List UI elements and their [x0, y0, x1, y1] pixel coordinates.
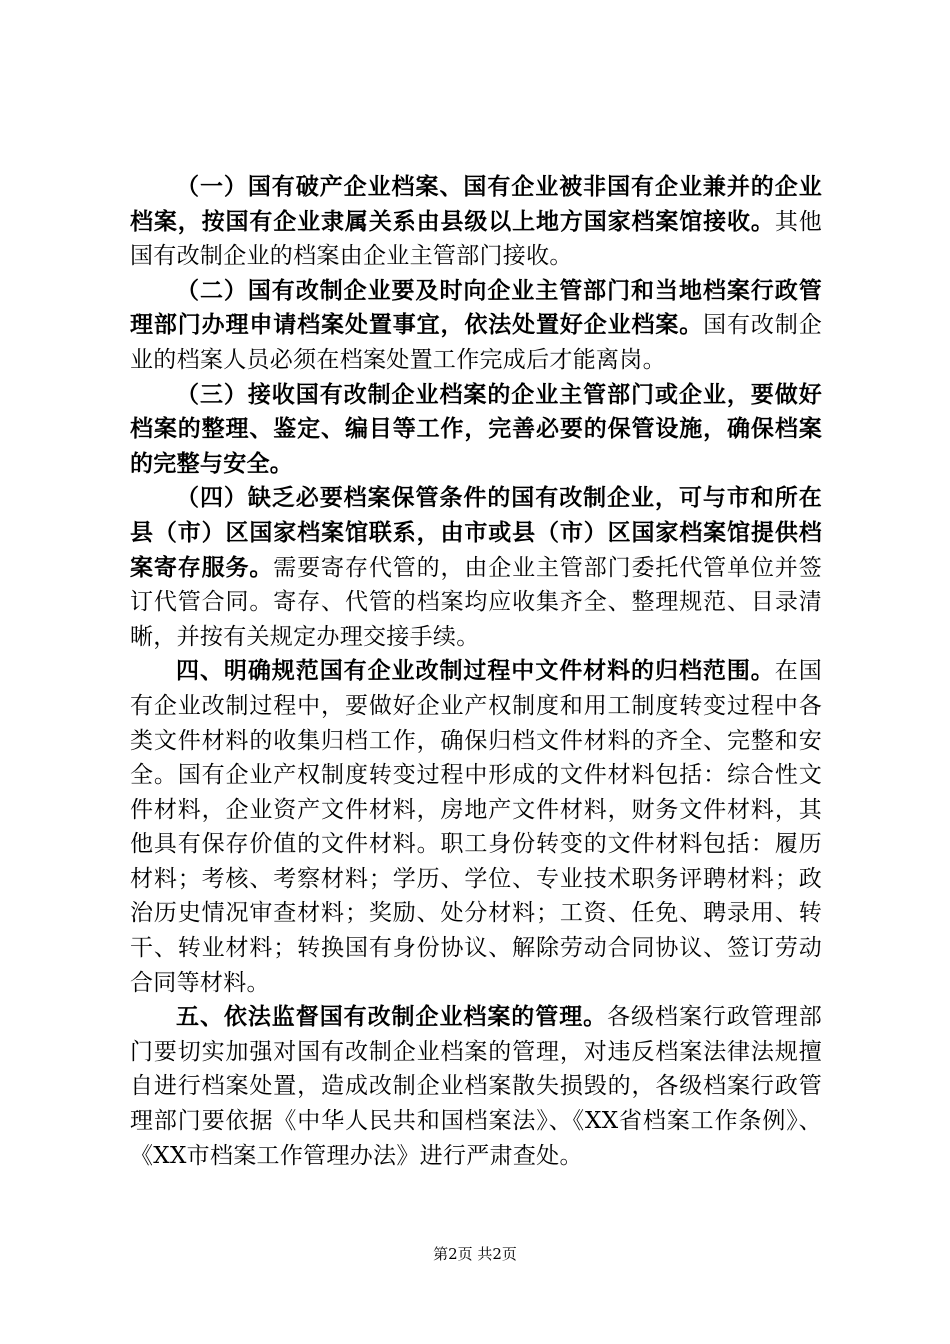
paragraph-1-lead: （一）国有破产企业档案、国有企业被非国有企业兼并的企业档案，按国有企业隶属关系由县级以上地方国家档案馆接收。	[130, 174, 822, 235]
section-five-paragraph	[130, 1000, 822, 1173]
paragraph-2-text: 国有改制企业的档案人员必须在档案处置工作完成后才能离岗。	[130, 312, 822, 373]
paragraph-2	[130, 274, 822, 378]
paragraph-3	[130, 378, 822, 482]
paragraph-4-lead: （四）缺乏必要档案保管条件的国有改制企业，可与市和所在县（市）区国家档案馆联系，由市或县（市）区国家档案馆提供档案寄存服务。	[130, 485, 822, 581]
paragraph-1-text: 其他国有改制企业的档案由企业主管部门接收。	[130, 208, 822, 270]
section-five-heading: 五、依法监督国有改制企业档案的管理。	[176, 1004, 608, 1031]
document-body	[130, 170, 822, 1173]
paragraph-3-lead: （三）接收国有改制企业档案的企业主管部门或企业，要做好档案的整理、鉴定、编目等工作，完善必要的保管设施，确保档案的完整与安全。	[130, 381, 822, 477]
paragraph-4	[130, 481, 822, 654]
section-four-text: 在国有企业改制过程中，要做好企业产权制度和用工制度转变过程中各类文件材料的收集归档工作，确保归档文件材料的齐全、完整和安全。国有企业产权制度转变过程中形成的文件材料包括：综合性文件材料，企业资产文件材料，房地产文件材料，财务文件材料，其他具有保存价值的文件材料。职工身份转变的文件材料包括：履历材料；考核、考察材料；学历、学位、专业技术职务评聘材料；政治历史情况审查材料；奖励、处分材料；工资、任免、聘录用、转干、转业材料；转换国有身份协议、解除劳动合同协议、签订劳动合同等材料。	[130, 658, 822, 996]
section-four-heading: 四、明确规范国有企业改制过程中文件材料的归档范围。	[176, 658, 775, 685]
paragraph-4-text: 需要寄存代管的，由企业主管部门委托代管单位并签订代管合同。寄存、代管的档案均应收集齐全、整理规范、目录清晰，并按有关规定办理交接手续。	[130, 554, 822, 650]
paragraph-1	[130, 170, 822, 274]
paragraph-2-lead: （二）国有改制企业要及时向企业主管部门和当地档案行政管理部门办理申请档案处置事宜，依法处置好企业档案。	[130, 277, 822, 339]
page-number-footer: 第2页 共2页	[433, 1245, 517, 1263]
section-five-text: 各级档案行政管理部门要切实加强对国有改制企业档案的管理，对违反档案法律法规擅自进行档案处置，造成改制企业档案散失损毁的，各级档案行政管理部门要依据《中华人民共和国档案法》、《XX省档案工作条例》、《XX市档案工作管理办法》进行严肃查处。	[130, 1004, 822, 1169]
section-four-paragraph	[130, 654, 822, 1000]
